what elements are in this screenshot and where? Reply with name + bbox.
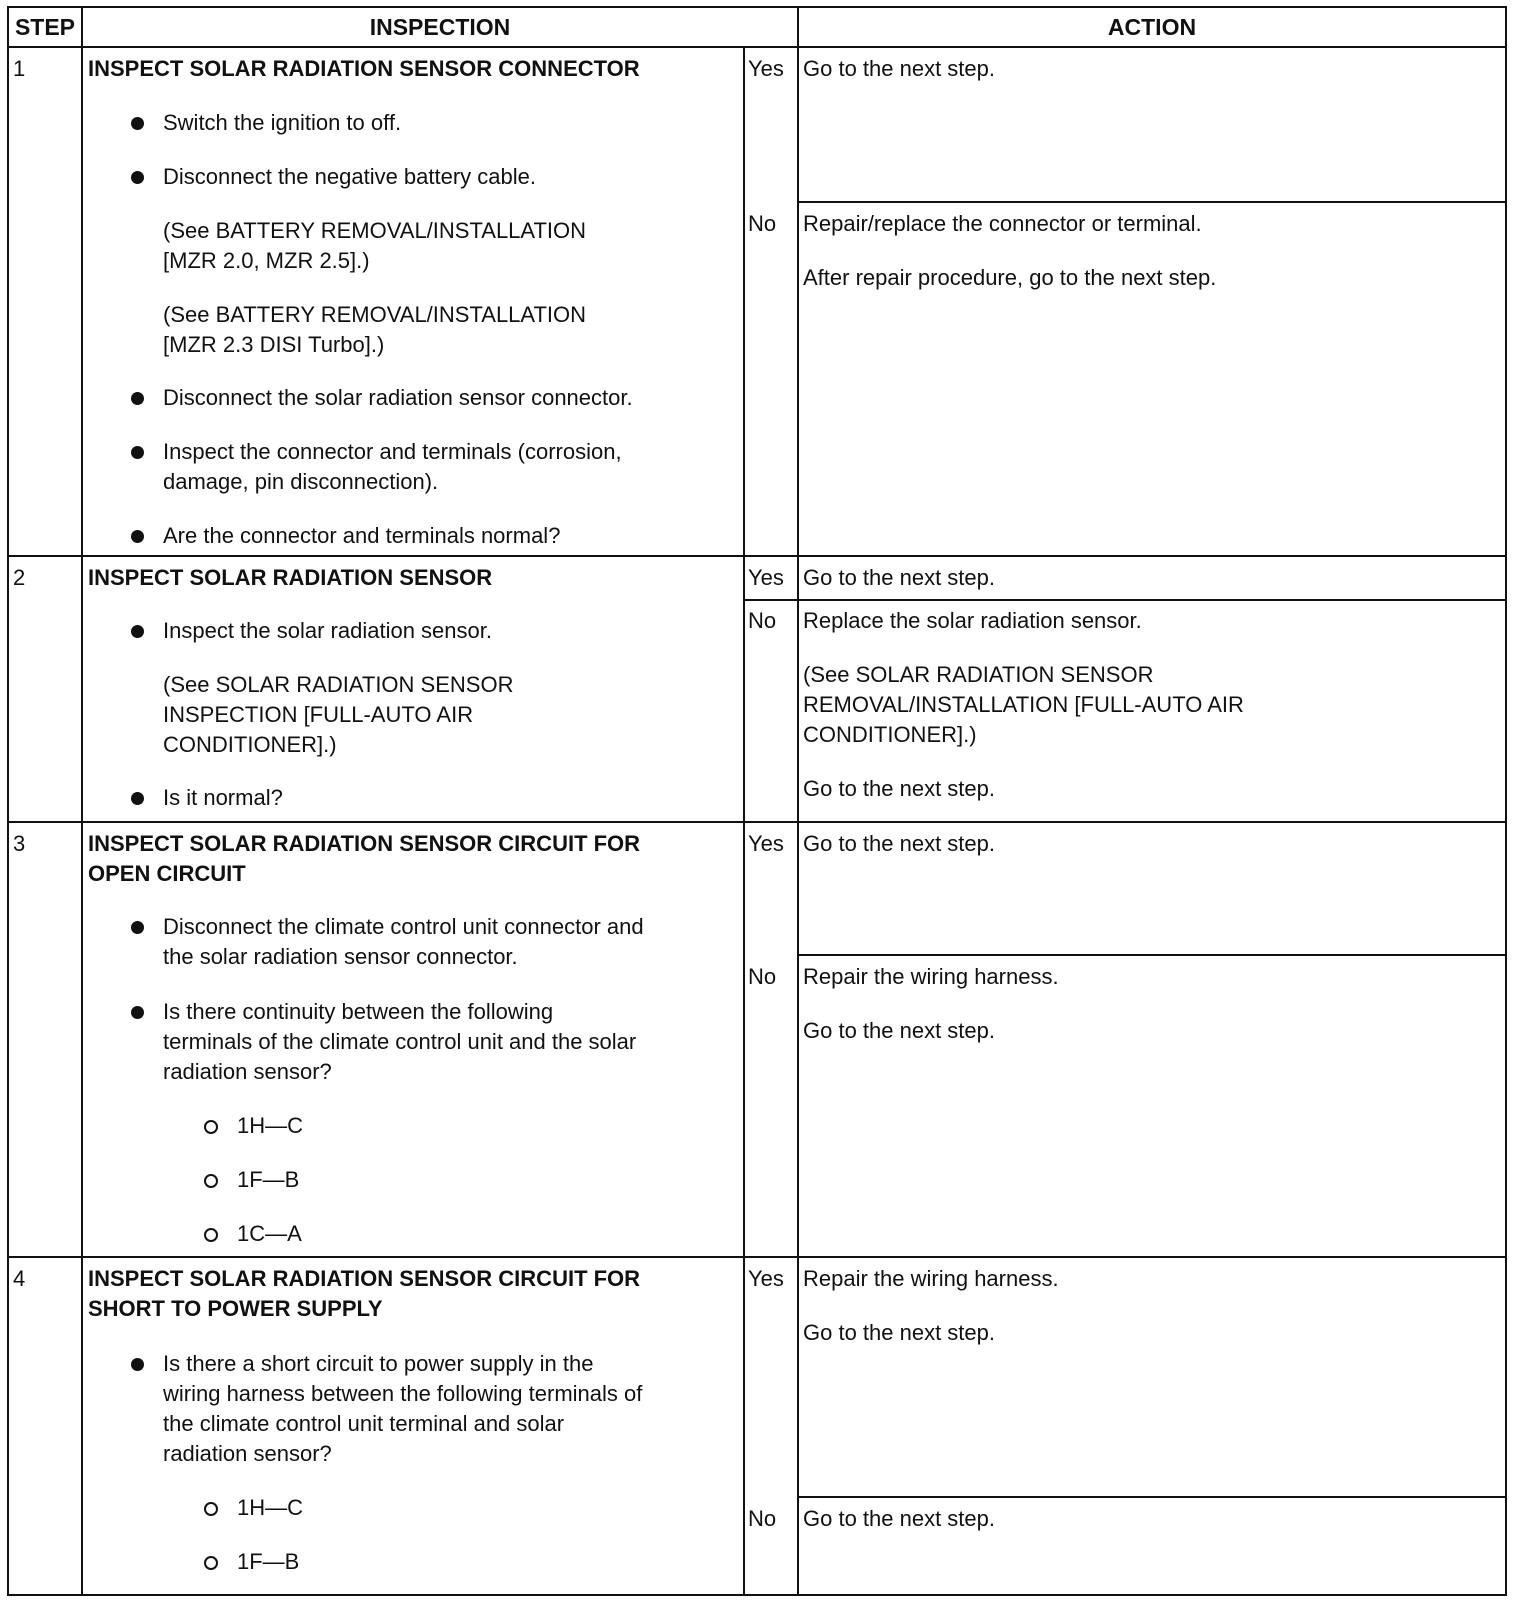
yes-action: Repair the wiring harness. (803, 1266, 1059, 1291)
header-inspection: INSPECTION (369, 14, 511, 40)
terminal-pair: 1F—B (237, 1549, 300, 1574)
inspection-item: Disconnect the negative battery cable. (163, 164, 537, 189)
yes-label: Yes (748, 1266, 784, 1291)
yes-label: Yes (748, 565, 784, 590)
no-action: Repair the wiring harness. (803, 964, 1059, 989)
inspection-item: (See BATTERY REMOVAL/INSTALLATION (163, 218, 587, 243)
rule (797, 1496, 1507, 1498)
inspection-item: damage, pin disconnection). (163, 469, 439, 494)
step-number: 2 (13, 565, 26, 590)
rule (7, 1594, 1507, 1596)
terminal-pair: 1F—B (237, 1167, 300, 1192)
step-title: INSPECT SOLAR RADIATION SENSOR CIRCUIT FOR (88, 1266, 641, 1291)
yes-action: Go to the next step. (803, 1320, 996, 1345)
rule (7, 6, 1507, 8)
step-number: 3 (13, 831, 26, 856)
step-title: INSPECT SOLAR RADIATION SENSOR CONNECTOR (88, 56, 640, 81)
inspection-item: Inspect the solar radiation sensor. (163, 618, 492, 643)
yes-label: Yes (748, 831, 784, 856)
rule (7, 46, 1507, 48)
inspection-item: [MZR 2.0, MZR 2.5].) (163, 248, 370, 273)
step-title: OPEN CIRCUIT (88, 861, 246, 886)
circle-bullet (204, 1174, 218, 1188)
yes-action: Go to the next step. (803, 831, 996, 856)
step-number: 4 (13, 1266, 26, 1291)
rule (797, 6, 799, 1596)
bullet (131, 1358, 144, 1371)
circle-bullet (204, 1120, 218, 1134)
circle-bullet (204, 1556, 218, 1570)
circle-bullet (204, 1228, 218, 1242)
terminal-pair: 1C—A (237, 1221, 302, 1246)
bullet (131, 792, 144, 805)
bullet (131, 446, 144, 459)
terminal-pair: 1H—C (237, 1113, 304, 1138)
header-action: ACTION (1107, 14, 1197, 40)
inspection-item: (See SOLAR RADIATION SENSOR (163, 672, 514, 697)
no-action: Go to the next step. (803, 776, 996, 801)
no-action: Go to the next step. (803, 1018, 996, 1043)
rule (743, 599, 1507, 601)
no-action: Go to the next step. (803, 1506, 996, 1531)
step-number: 1 (13, 56, 26, 81)
rule (7, 1256, 1507, 1258)
step-title: INSPECT SOLAR RADIATION SENSOR CIRCUIT FOR (88, 831, 641, 856)
inspection-item: Inspect the connector and terminals (corrosion, (163, 439, 622, 464)
step-title: SHORT TO POWER SUPPLY (88, 1296, 383, 1321)
bullet (131, 530, 144, 543)
inspection-item: [MZR 2.3 DISI Turbo].) (163, 332, 385, 357)
no-label: No (748, 1506, 777, 1531)
inspection-item: (See BATTERY REMOVAL/INSTALLATION (163, 302, 587, 327)
yes-action: Go to the next step. (803, 56, 996, 81)
no-action: REMOVAL/INSTALLATION [FULL-AUTO AIR (803, 692, 1244, 717)
circle-bullet (204, 1502, 218, 1516)
no-label: No (748, 964, 777, 989)
no-action: After repair procedure, go to the next step. (803, 265, 1217, 290)
no-action: CONDITIONER].) (803, 722, 977, 747)
bullet (131, 625, 144, 638)
rule (1505, 6, 1507, 1596)
no-action: (See SOLAR RADIATION SENSOR (803, 662, 1154, 687)
inspection-item: Is there a short circuit to power supply in the (163, 1351, 594, 1376)
inspection-item: radiation sensor? (163, 1059, 332, 1084)
diagnostic-table (7, 6, 1507, 1596)
terminal-pair: 1H—C (237, 1495, 304, 1520)
inspection-item: the climate control unit terminal and solar (163, 1411, 565, 1436)
bullet (131, 171, 144, 184)
rule (7, 555, 1507, 557)
inspection-item: the solar radiation sensor connector. (163, 944, 518, 969)
inspection-item: INSPECTION [FULL-AUTO AIR (163, 702, 474, 727)
inspection-item: Disconnect the solar radiation sensor connector. (163, 385, 633, 410)
bullet (131, 1006, 144, 1019)
inspection-item: Switch the ignition to off. (163, 110, 402, 135)
bullet (131, 117, 144, 130)
no-label: No (748, 211, 777, 236)
inspection-item: Are the connector and terminals normal? (163, 523, 561, 548)
inspection-item: terminals of the climate control unit and the solar (163, 1029, 637, 1054)
rule (797, 201, 1507, 203)
no-action: Replace the solar radiation sensor. (803, 608, 1142, 633)
header-step: STEP (14, 14, 76, 40)
no-action: Repair/replace the connector or terminal. (803, 211, 1202, 236)
rule (7, 821, 1507, 823)
no-label: No (748, 608, 777, 633)
inspection-item: Disconnect the climate control unit connector and (163, 914, 644, 939)
inspection-item: CONDITIONER].) (163, 732, 337, 757)
rule (81, 6, 83, 1596)
rule (7, 6, 9, 1596)
yes-action: Go to the next step. (803, 565, 996, 590)
step-title: INSPECT SOLAR RADIATION SENSOR (88, 565, 493, 590)
rule (743, 46, 745, 1596)
bullet (131, 921, 144, 934)
yes-label: Yes (748, 56, 784, 81)
rule (797, 954, 1507, 956)
inspection-item: Is there continuity between the following (163, 999, 554, 1024)
bullet (131, 392, 144, 405)
inspection-item: wiring harness between the following terminals of (163, 1381, 643, 1406)
inspection-item: Is it normal? (163, 785, 283, 810)
inspection-item: radiation sensor? (163, 1441, 332, 1466)
